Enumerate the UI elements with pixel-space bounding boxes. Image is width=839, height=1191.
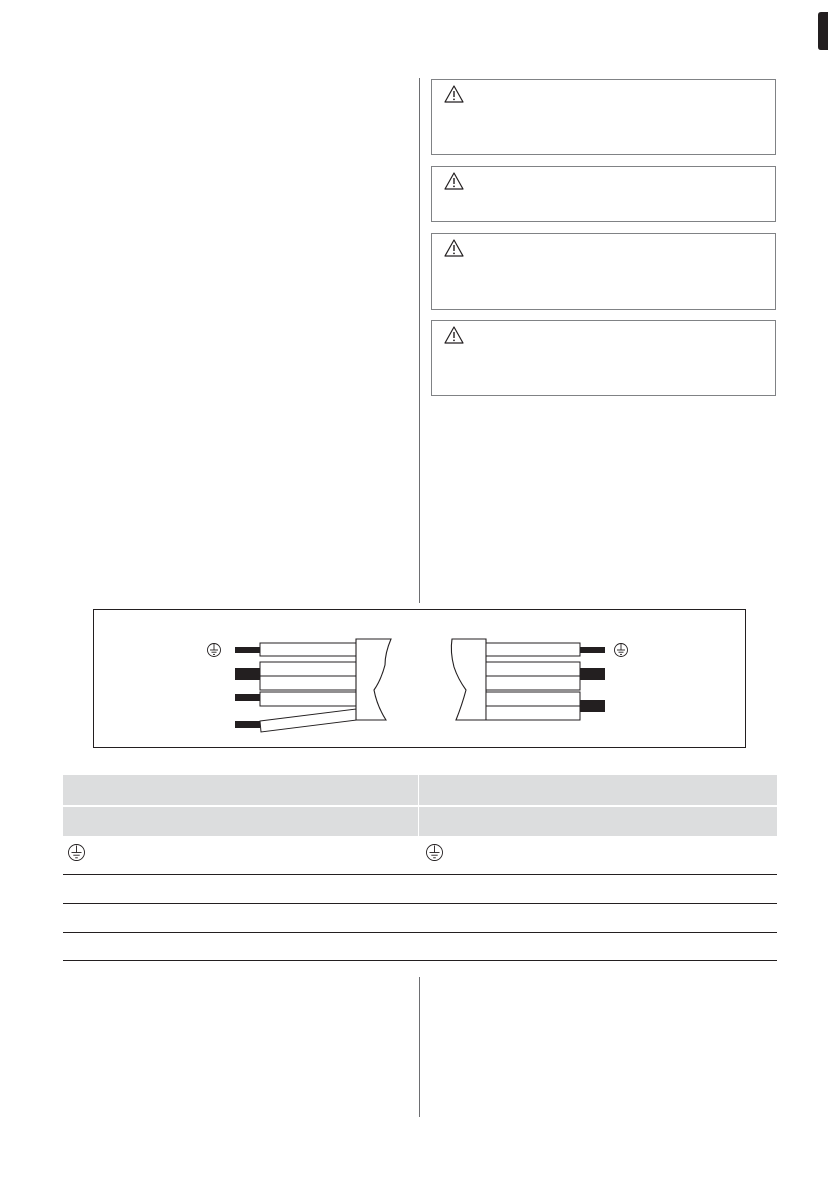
earth-ground-icon bbox=[67, 843, 86, 862]
earth-ground-icon bbox=[615, 644, 628, 657]
right-wires bbox=[486, 643, 580, 720]
left-connector-block bbox=[356, 639, 391, 720]
table-header-row-1 bbox=[63, 775, 777, 805]
warning-box-3 bbox=[431, 233, 776, 310]
warning-triangle-icon bbox=[444, 172, 464, 190]
column-divider-top bbox=[419, 78, 420, 603]
warning-triangle-icon bbox=[444, 239, 464, 257]
warning-triangle-icon bbox=[444, 326, 464, 344]
column-divider-bottom bbox=[419, 977, 420, 1117]
warning-box-1 bbox=[431, 79, 776, 155]
table-row-divider bbox=[63, 874, 777, 875]
cable-diagram-drawing bbox=[94, 610, 747, 749]
cable-connection-diagram bbox=[93, 609, 746, 748]
earth-ground-icon bbox=[425, 843, 444, 862]
right-connector-block bbox=[451, 639, 486, 720]
table-row-divider bbox=[63, 932, 777, 933]
right-wire-tips bbox=[580, 647, 605, 712]
table-header-row-2 bbox=[63, 807, 777, 836]
table-bottom-border bbox=[63, 960, 777, 961]
page-edge-marker bbox=[818, 12, 828, 50]
left-wires bbox=[260, 643, 357, 732]
warning-box-2 bbox=[431, 166, 776, 222]
left-wire-tips bbox=[235, 647, 260, 728]
warning-triangle-icon bbox=[444, 85, 464, 103]
warning-box-4 bbox=[431, 320, 776, 396]
table-row-divider bbox=[63, 903, 777, 904]
earth-ground-icon bbox=[208, 644, 221, 657]
